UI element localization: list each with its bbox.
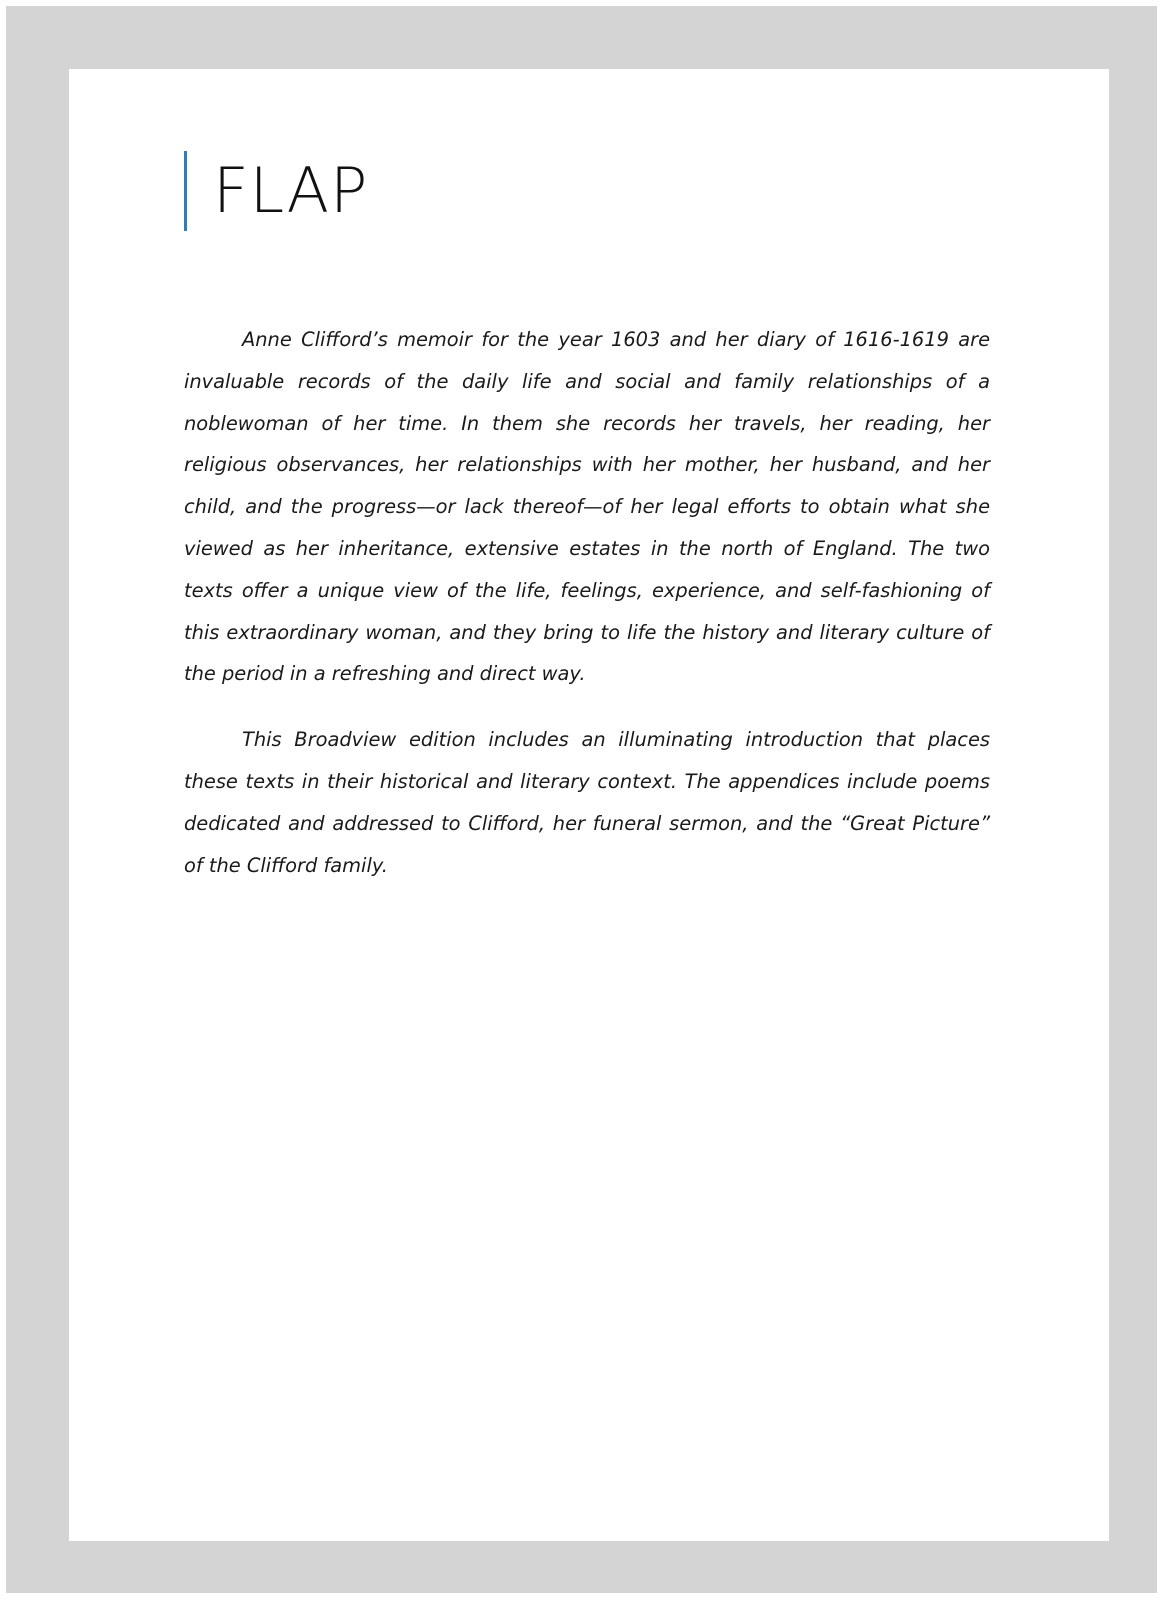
title-accent-bar xyxy=(184,151,187,231)
paragraph-2: This Broadview edition includes an illuminating introduction that places these texts in their historical and literary context. The appendices include poems dedicated and addressed to Clifford, her funeral sermon, and the “Great Picture” of the Clifford family. xyxy=(184,728,990,877)
page-title: FLAP xyxy=(213,154,369,227)
paragraph-1: Anne Clifford’s memoir for the year 1603 and her diary of 1616-1619 are invaluable records of the daily life and social and family relationships of a noblewoman of her time. In them she records her travels, her reading, her religious observances, her relationships with her mother, her husband, and her child, and the progress—or lack thereof—of her legal efforts to obtain what she viewed as her inheritance, extensive estates in the north of England. The two texts offer a unique view of the life, feelings, experience, and self-fashioning of this extraordinary woman, and they bring to life the history and literary culture of the period in a refreshing and direct way. xyxy=(184,328,990,686)
page-frame xyxy=(6,6,1157,1593)
body-text xyxy=(184,319,990,910)
title-block xyxy=(184,151,368,231)
document-page xyxy=(69,69,1109,1541)
